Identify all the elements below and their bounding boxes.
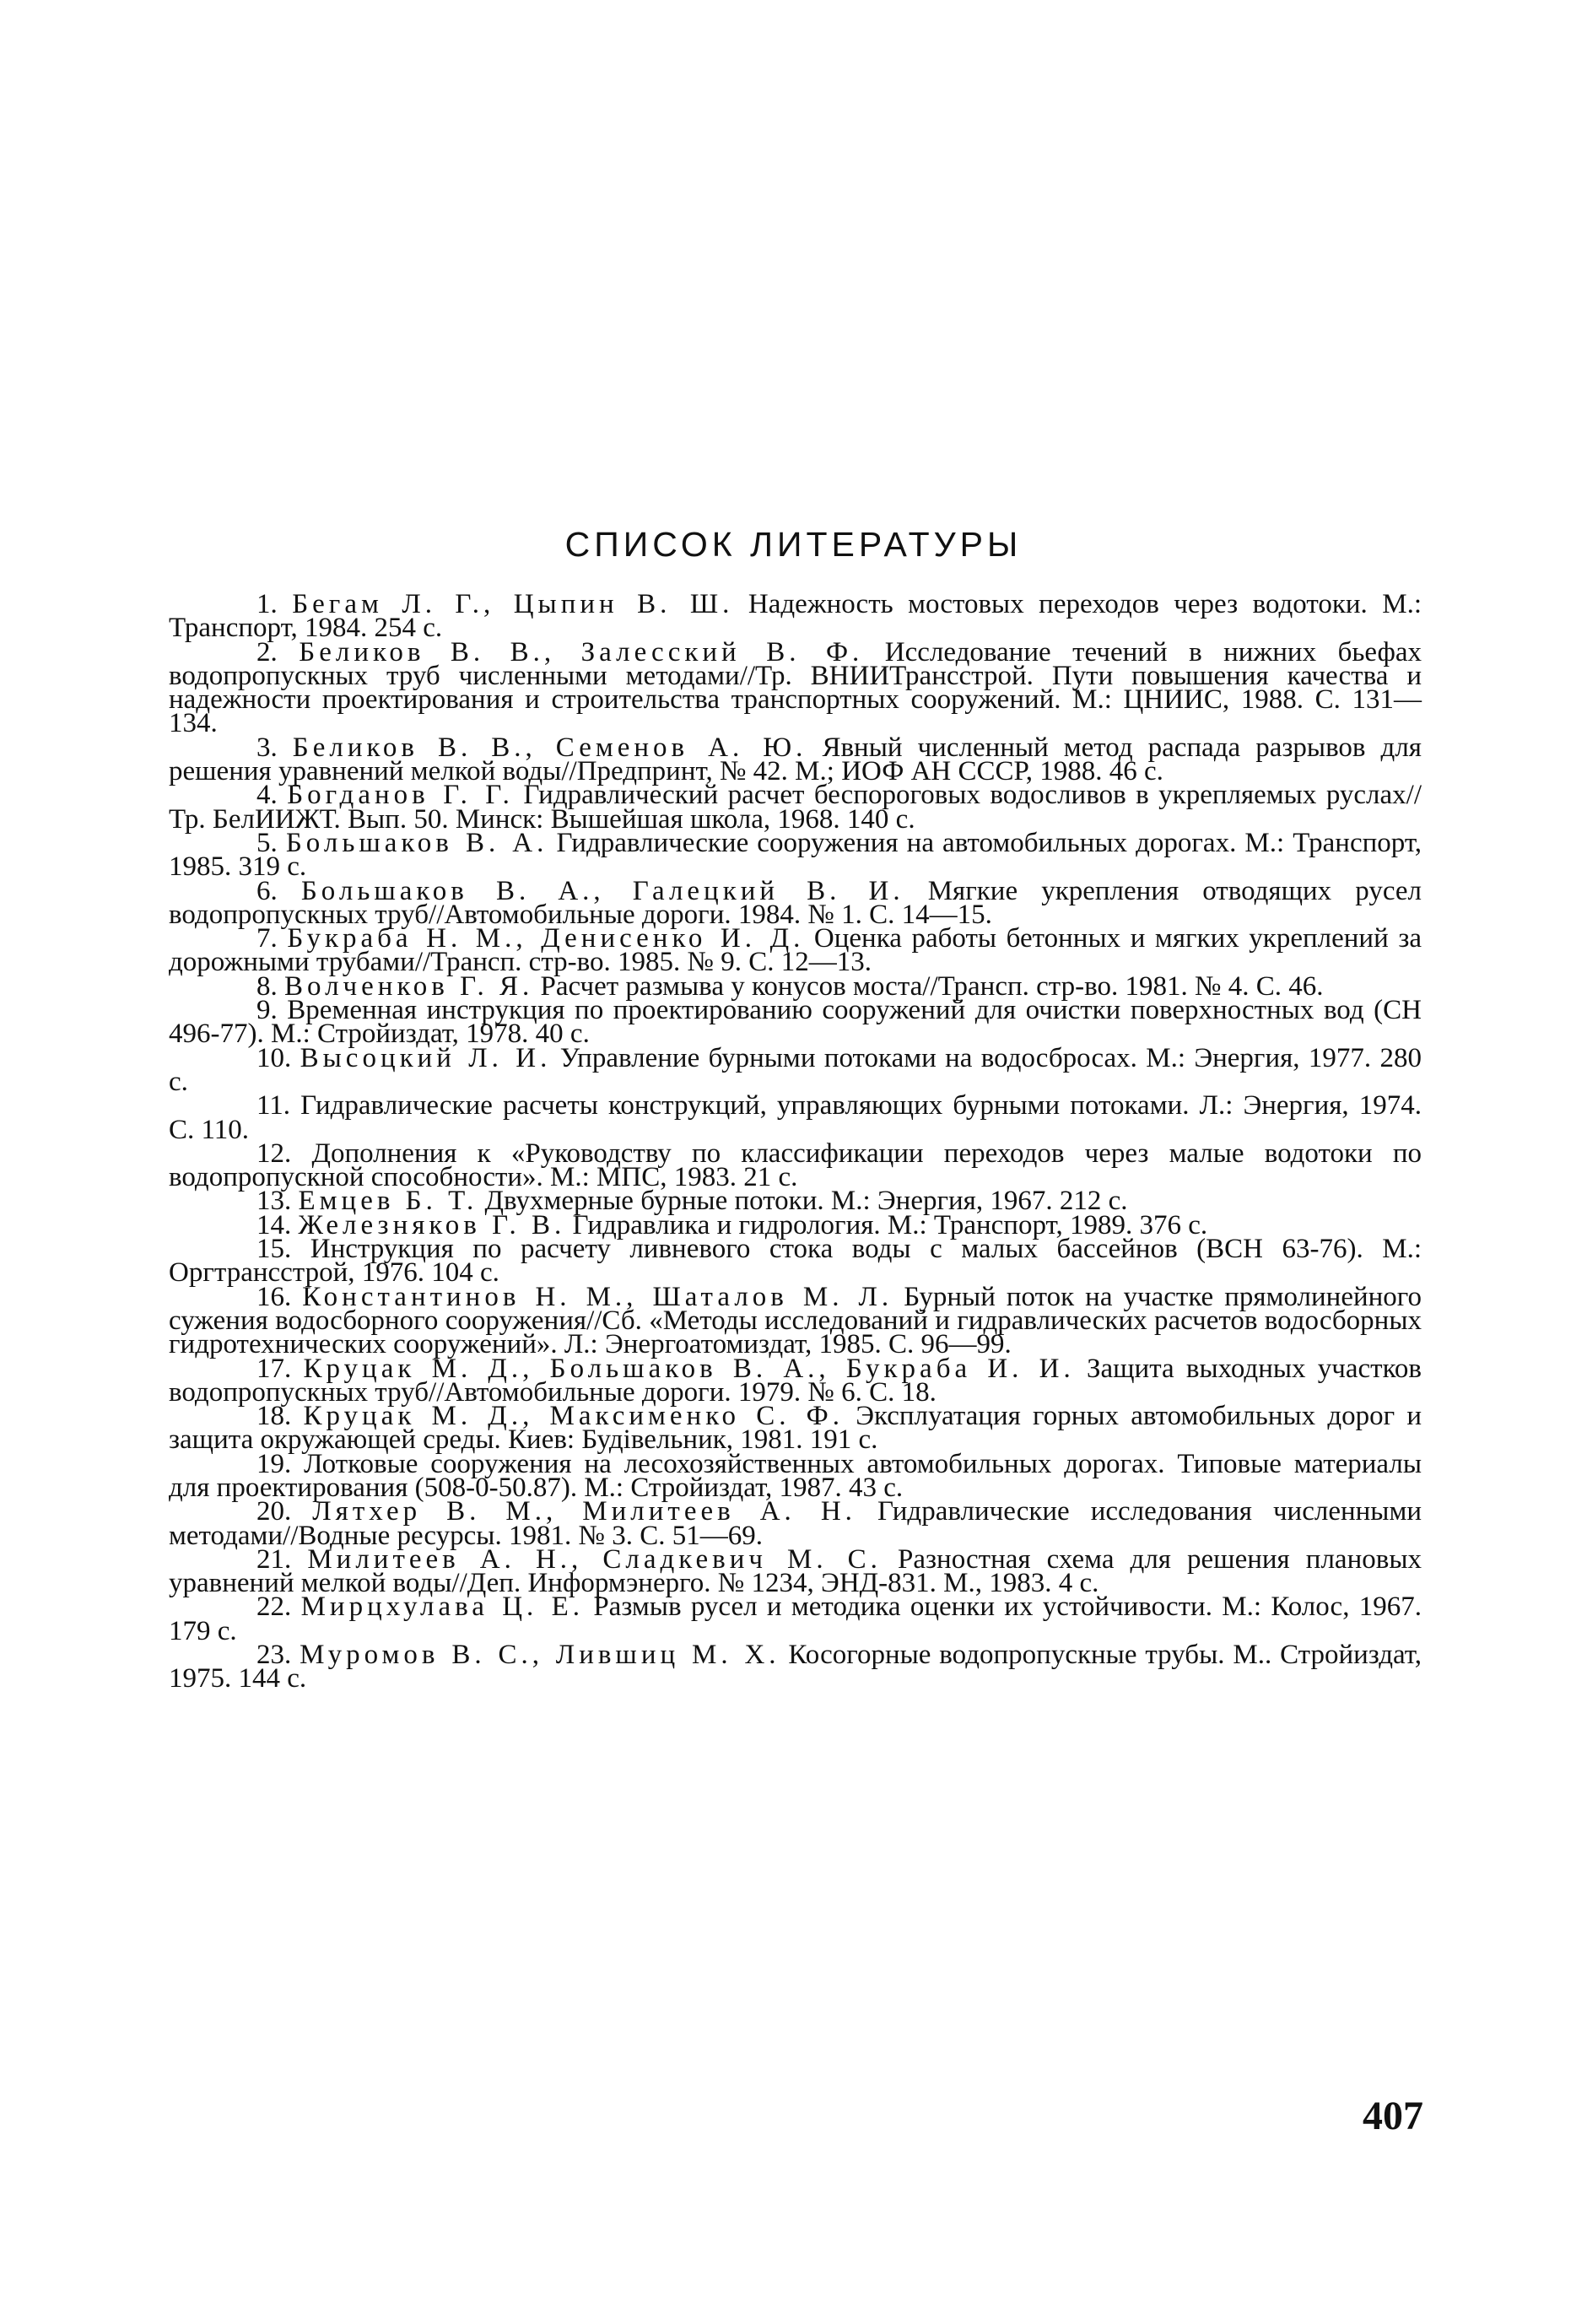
reference-entry	[169, 1353, 1422, 1408]
reference-entry	[169, 1592, 1422, 1646]
reference-number: 6.	[256, 875, 278, 906]
reference-authors: Емцев Б. Т.	[298, 1186, 478, 1217]
reference-text: Надежность мостовых переходов через водотоки. М.: Транспорт, 1984. 254 с.	[169, 589, 1422, 644]
reference-number: 12.	[256, 1138, 292, 1169]
reference-text: Гидравлика и гидрология. М.: Транспорт, 1989. 376 с.	[565, 1209, 1208, 1240]
reference-text: Гидравлические расчеты конструкций, управляющих бурными потоками. Л.: Энергия, 1974. С. 110.	[169, 1090, 1422, 1145]
reference-authors: Беликов В. В., Залесский В. Ф.	[299, 636, 864, 667]
reference-text: Бурный поток на участке прямолинейного сужения водосборного сооружения//Сб. «Методы исследований и гидравлических расчетов водосборных гидротехнических сооружений». Л.: Энергоатомиздат, 1985. С. 96—99.	[169, 1281, 1422, 1360]
reference-number: 9.	[256, 995, 278, 1026]
reference-number: 4.	[256, 780, 278, 811]
reference-text: Разностная схема для решения плановых уравнений мелкой воды//Деп. Информэнерго. № 1234, ЭНД-831. М., 1983. 4 с.	[169, 1543, 1422, 1599]
reference-entry	[169, 1138, 1422, 1193]
reference-number: 8.	[256, 970, 278, 1002]
reference-authors: Круцак М. Д., Большаков В. А., Букраба И. И.	[303, 1353, 1075, 1384]
reference-text: Гидравлический расчет беспороговых водосливов в укрепляемых руслах//Тр. БелИИЖТ. Вып. 50. Минск: Вышейшая школа, 1968. 140 с.	[169, 780, 1422, 835]
reference-text: Оценка работы бетонных и мягких укреплений за дорожными трубами//Трансп. стр-во. 1985. № 9. С. 12—13.	[169, 923, 1422, 978]
page-number: 407	[1363, 2094, 1423, 2138]
reference-text: Двухмерные бурные потоки. М.: Энергия, 1967. 212 с.	[478, 1186, 1128, 1217]
reference-number: 7.	[256, 923, 278, 954]
reference-number: 21.	[256, 1543, 292, 1575]
reference-text: Временная инструкция по проектированию сооружений для очистки поверхностных вод (СН 496-77). М.: Стройиздат, 1978. 40 с.	[169, 995, 1422, 1050]
reference-number: 23.	[256, 1640, 292, 1671]
reference-authors: Мирцхулава Ц. Е.	[300, 1592, 585, 1623]
reference-entry	[169, 1448, 1422, 1503]
reference-number: 14.	[256, 1209, 292, 1240]
reference-authors: Букраба Н. М., Денисенко И. Д.	[287, 923, 805, 954]
reference-text: Дополнения к «Руководству по классификации переходов через малые водотоки по водопропускной способности». М.: МПС, 1983. 21 с.	[169, 1138, 1422, 1193]
reference-authors: Бегам Л. Г., Цыпин В. Ш.	[292, 589, 734, 619]
reference-entry	[169, 827, 1422, 883]
reference-text: Исследование течений в нижних бьефах водопропускных труб численными методами//Тр. ВНИИТрансстрой. Пути повышения качества и надежности проектирования и строительства транспортных сооружений. М.: ЦНИИС, 1988. С. 131—134.	[169, 636, 1422, 739]
reference-number: 11.	[256, 1090, 291, 1121]
reference-number: 15.	[256, 1234, 292, 1265]
reference-entry	[169, 995, 1422, 1050]
reference-authors: Муромов В. С., Лившиц М. Х.	[300, 1640, 780, 1671]
reference-text: Размыв русел и методика оценки их устойчивости. М.: Колос, 1967. 179 с.	[169, 1592, 1422, 1646]
reference-authors: Беликов В. В., Семенов А. Ю.	[292, 732, 807, 763]
reference-number: 17.	[256, 1353, 292, 1384]
reference-text: Лотковые сооружения на лесохозяйственных автомобильных дорогах. Типовые материалы для проектирования (508-0-50.87). М.: Стройиздат, 1987. 43 с.	[169, 1448, 1422, 1503]
reference-authors: Богданов Г. Г.	[287, 780, 514, 811]
reference-number: 13.	[256, 1186, 292, 1217]
reference-number: 19.	[256, 1448, 292, 1479]
reference-number: 22.	[256, 1592, 292, 1623]
reference-text: Гидравлические исследования численными методами//Водные ресурсы. 1981. № 3. С. 51—69.	[169, 1496, 1422, 1551]
reference-authors: Константинов Н. М., Шаталов М. Л.	[302, 1281, 893, 1312]
reference-authors: Большаков В. А.	[285, 827, 548, 858]
reference-text: Явный численный метод распада разрывов для решения уравнений мелкой воды//Предпринт, № 42. М.; ИОФ АН СССР, 1988. 46 с.	[169, 732, 1422, 787]
reference-entry	[169, 780, 1422, 835]
reference-text: Косогорные водопропускные трубы. М.. Стройиздат, 1975. 144 с.	[169, 1640, 1422, 1694]
page-title: СПИСОК ЛИТЕРАТУРЫ	[564, 525, 1023, 564]
reference-number: 10.	[256, 1042, 292, 1073]
reference-number: 1.	[256, 589, 278, 619]
reference-entry	[169, 923, 1422, 978]
reference-entry	[169, 589, 1422, 644]
reference-text: Управление бурными потоками на водосбросах. М.: Энергия, 1977. 280 с.	[169, 1042, 1422, 1097]
reference-entry	[169, 875, 1422, 930]
reference-number: 18.	[256, 1401, 292, 1432]
reference-list	[169, 589, 1422, 1694]
reference-text: Защита выходных участков водопропускных труб//Автомобильные дороги. 1979. № 6. С. 18.	[169, 1353, 1422, 1408]
reference-authors: Волченков Г. Я.	[284, 970, 534, 1002]
reference-authors: Круцак М. Д., Максименко С. Ф.	[303, 1401, 845, 1432]
reference-text: Инструкция по расчету ливневого стока воды с малых бассейнов (ВСН 63-76). М.: Оргтрансстрой, 1976. 104 с.	[169, 1234, 1422, 1289]
reference-authors: Лятхер В. М., Милитеев А. Н.	[312, 1496, 856, 1527]
reference-entry	[169, 1090, 1422, 1145]
reference-entry	[169, 732, 1422, 787]
reference-text: Гидравлические сооружения на автомобильных дорогах. М.: Транспорт, 1985. 319 с.	[169, 827, 1422, 883]
reference-authors: Милитеев А. Н., Сладкевич М. С.	[307, 1543, 882, 1575]
reference-number: 2.	[256, 636, 278, 667]
reference-entry	[169, 1234, 1422, 1289]
reference-authors: Железняков Г. В.	[298, 1209, 566, 1240]
reference-number: 5.	[256, 827, 278, 858]
reference-number: 16.	[256, 1281, 292, 1312]
reference-authors: Большаков В. А., Галецкий В. И.	[300, 875, 904, 906]
reference-entry	[169, 1640, 1422, 1694]
reference-entry	[169, 1543, 1422, 1599]
reference-entry	[169, 1401, 1422, 1456]
reference-authors: Высоцкий Л. И.	[300, 1042, 552, 1073]
reference-number: 3.	[256, 732, 278, 763]
reference-text: Мягкие укрепления отводящих русел водопропускных труб//Автомобильные дороги. 1984. № 1. С. 14—15.	[169, 875, 1422, 930]
reference-text: Эксплуатация горных автомобильных дорог и защита окружающей среды. Киев: Будівельник, 1981. 191 с.	[169, 1401, 1422, 1456]
reference-entry	[169, 1496, 1422, 1551]
reference-entry	[169, 636, 1422, 739]
reference-number: 20.	[256, 1496, 292, 1527]
reference-entry	[169, 1281, 1422, 1360]
reference-entry	[169, 1042, 1422, 1097]
reference-text: Расчет размыва у конусов моста//Трансп. стр-во. 1981. № 4. С. 46.	[533, 970, 1324, 1002]
